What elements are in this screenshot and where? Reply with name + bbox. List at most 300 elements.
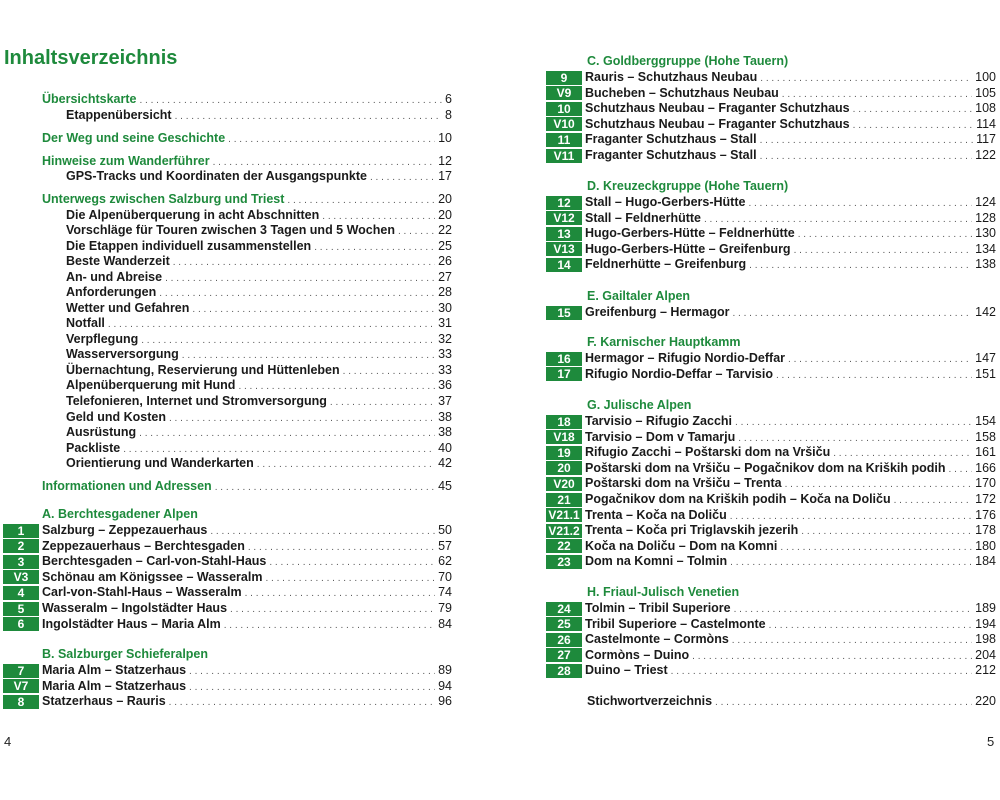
toc-entry-page: 33 xyxy=(438,347,452,361)
dot-leader xyxy=(798,227,972,242)
toc-entry-label: Die Alpenüberquerung in acht Abschnitten xyxy=(66,208,320,222)
toc-entry-label: Die Etappen individuell zusammenstellen xyxy=(66,239,312,253)
toc-entry-label: Maria Alm – Statzerhaus xyxy=(42,678,187,693)
toc-entry-page: 130 xyxy=(975,226,996,241)
toc-entry-label: Poštarski dom na Vršiču – Trenta xyxy=(585,476,782,491)
stage-badge: 9 xyxy=(546,71,582,85)
toc-entry-label: Ausrüstung xyxy=(66,425,137,439)
toc-entry-page: 220 xyxy=(975,694,996,708)
dot-leader xyxy=(173,255,435,270)
toc-entry-label: Unterwegs zwischen Salzburg und Triest xyxy=(42,192,285,206)
toc-entry-page: 28 xyxy=(438,285,452,299)
toc-chapter[interactable] xyxy=(42,154,452,169)
dot-leader xyxy=(343,364,435,379)
toc-entry-label: Telefonieren, Internet und Stromversorgung xyxy=(66,394,327,408)
dot-leader xyxy=(182,348,435,363)
dot-leader xyxy=(785,477,973,492)
toc-entry-page: 170 xyxy=(975,476,996,491)
toc-entry-page: 31 xyxy=(438,316,452,330)
stage-badge: V9 xyxy=(546,86,582,100)
toc-entry-label: Hinweise zum Wanderführer xyxy=(42,154,210,168)
toc-entry-page: 70 xyxy=(438,569,452,584)
toc-entry-page: 114 xyxy=(976,116,996,131)
dot-leader xyxy=(165,271,435,286)
dot-leader xyxy=(189,664,435,679)
toc-entry-label: Castelmonte – Cormòns xyxy=(585,632,729,647)
dot-leader xyxy=(224,618,435,633)
toc-subchapter[interactable] xyxy=(66,378,452,393)
toc-entry-label: Übersichtskarte xyxy=(42,92,137,106)
toc-subchapter[interactable] xyxy=(66,347,452,362)
toc-stage-entry[interactable] xyxy=(546,101,996,116)
toc-entry-page: 178 xyxy=(975,523,996,538)
toc-entry-page: 100 xyxy=(975,70,996,84)
toc-entry-page: 74 xyxy=(438,585,452,600)
toc-entry-label: Orientierung und Wanderkarten xyxy=(66,456,254,470)
dot-leader xyxy=(228,132,435,147)
toc-stage-entry[interactable] xyxy=(3,617,452,632)
toc-entry-page: 161 xyxy=(975,445,996,460)
toc-entry-page: 176 xyxy=(975,507,996,522)
dot-leader xyxy=(314,240,435,255)
toc-entry-label: Stichwortverzeichnis xyxy=(587,694,713,708)
toc-subchapter[interactable] xyxy=(66,169,452,184)
toc-stage-entry[interactable] xyxy=(3,663,452,678)
toc-chapter[interactable] xyxy=(42,479,452,494)
stage-badge: 13 xyxy=(546,227,582,241)
toc-entry-label: Anforderungen xyxy=(66,285,157,299)
toc-entry-page: 33 xyxy=(438,363,452,377)
toc-stage-entry[interactable] xyxy=(546,148,996,163)
toc-entry-page: 158 xyxy=(975,429,996,444)
toc-subchapter[interactable] xyxy=(66,285,452,300)
stage-badge: V7 xyxy=(3,679,39,693)
toc-entry-label: Stall – Hugo-Gerbers-Hütte xyxy=(585,195,746,209)
toc-stage-entry[interactable] xyxy=(3,679,452,694)
toc-stage-entry[interactable] xyxy=(546,117,996,132)
stage-badge: V21.1 xyxy=(546,508,582,522)
stage-badge: 20 xyxy=(546,461,582,475)
dot-leader xyxy=(257,457,435,472)
toc-stage-entry[interactable] xyxy=(546,539,996,554)
dot-leader xyxy=(788,352,972,367)
toc-entry-label: Stall – Feldnerhütte xyxy=(585,210,701,225)
toc-stage-entry[interactable] xyxy=(546,132,996,147)
toc-stage-entry[interactable] xyxy=(546,414,996,429)
toc-stage-entry[interactable] xyxy=(546,508,996,523)
toc-stage-entry[interactable] xyxy=(546,70,996,85)
dot-leader xyxy=(769,618,973,633)
stage-badge: V18 xyxy=(546,430,582,444)
dot-leader xyxy=(248,540,435,555)
stage-badge: V13 xyxy=(546,242,582,256)
toc-stage-entry[interactable] xyxy=(3,601,452,616)
toc-entry-label: Hermagor – Rifugio Nordio-Deffar xyxy=(585,351,786,365)
toc-stage-entry[interactable] xyxy=(3,585,452,600)
toc-entry-label: Feldnerhütte – Greifenburg xyxy=(585,257,747,272)
toc-entry-label: Schönau am Königssee – Wasseralm xyxy=(42,569,263,584)
toc-entry-page: 25 xyxy=(438,239,452,253)
dot-leader xyxy=(853,118,973,133)
toc-entry-label: Rauris – Schutzhaus Neubau xyxy=(585,70,758,84)
stage-badge: 19 xyxy=(546,446,582,460)
toc-subchapter[interactable] xyxy=(66,456,452,471)
toc-entry-page: 108 xyxy=(975,101,996,116)
toc-entry-label: An- und Abreise xyxy=(66,270,163,284)
toc-entry-page: 117 xyxy=(976,132,996,147)
toc-entry-page: 8 xyxy=(445,108,452,122)
toc-entry-page: 42 xyxy=(438,456,452,470)
dot-leader xyxy=(245,586,435,601)
toc-entry-page: 128 xyxy=(975,210,996,225)
dot-leader xyxy=(776,368,972,383)
dot-leader xyxy=(894,493,973,508)
toc-entry-page: 166 xyxy=(975,460,996,475)
dot-leader xyxy=(215,480,435,495)
toc-entry-page: 6 xyxy=(445,92,452,106)
toc-entry-page: 10 xyxy=(438,131,452,145)
stage-badge: 15 xyxy=(546,306,582,320)
dot-leader xyxy=(141,333,435,348)
toc-stage-entry[interactable] xyxy=(546,351,996,366)
toc-entry-label: Schutzhaus Neubau – Fraganter Schutzhaus xyxy=(585,101,850,116)
stage-badge: 6 xyxy=(3,617,39,631)
stage-badge: 5 xyxy=(3,602,39,616)
toc-entry-label: Der Weg und seine Geschichte xyxy=(42,131,226,145)
toc-entry-label: Rifugio Zacchi – Poštarski dom na Vršiču xyxy=(585,445,831,460)
toc-subchapter[interactable] xyxy=(66,316,452,331)
toc-entry-label: Packliste xyxy=(66,441,121,455)
page-number-left: 4 xyxy=(4,734,12,749)
dot-leader xyxy=(833,446,972,461)
stage-badge: V21.2 xyxy=(546,524,582,538)
dot-leader xyxy=(370,170,435,185)
toc-entry-page: 32 xyxy=(438,332,452,346)
toc-stage-entry[interactable] xyxy=(546,461,996,476)
toc-entry-page: 154 xyxy=(975,414,996,428)
toc-subchapter[interactable] xyxy=(66,441,452,456)
toc-entry-page: 84 xyxy=(438,616,452,631)
toc-entry-page: 50 xyxy=(438,523,452,537)
dot-leader xyxy=(238,379,435,394)
toc-entry-label: Übernachtung, Reservierung und Hüttenleben xyxy=(66,363,340,377)
toc-entry-page: 172 xyxy=(975,492,996,506)
dot-leader xyxy=(159,286,435,301)
toc-stage-entry[interactable] xyxy=(546,242,996,257)
toc-entry-label: Wasserversorgung xyxy=(66,347,179,361)
toc-entry-label: Trenta – Koča pri Triglavskih jezerih xyxy=(585,523,799,538)
dot-leader xyxy=(169,411,435,426)
section-heading: A. Berchtesgadener Alpen xyxy=(42,507,198,521)
dot-leader xyxy=(801,524,972,539)
toc-entry-label: Tarvisio – Dom v Tamarju xyxy=(585,429,736,444)
stage-badge: 10 xyxy=(546,102,582,116)
dot-leader xyxy=(749,258,972,273)
dot-leader xyxy=(732,633,972,648)
toc-entry-label: Alpenüberquerung mit Hund xyxy=(66,378,236,392)
toc-entry-label: Wasseralm – Ingolstädter Haus xyxy=(42,601,228,615)
dot-leader xyxy=(730,555,972,570)
dot-leader xyxy=(398,224,435,239)
dot-leader xyxy=(760,133,973,148)
toc-stage-entry[interactable] xyxy=(546,86,996,101)
toc-entry-page: 151 xyxy=(975,366,996,381)
toc-entry-page: 57 xyxy=(438,538,452,553)
toc-stage-entry[interactable] xyxy=(3,570,452,585)
stage-badge: 28 xyxy=(546,664,582,678)
stage-badge: 1 xyxy=(3,524,39,538)
toc-entry-page: 124 xyxy=(975,195,996,209)
toc-entry-label: Zeppezauerhaus – Berchtesgaden xyxy=(42,538,245,553)
toc-stage-entry[interactable] xyxy=(546,430,996,445)
section-heading: D. Kreuzeckgruppe (Hohe Tauern) xyxy=(587,179,789,193)
toc-entry-label: Beste Wanderzeit xyxy=(66,254,170,268)
toc-subchapter[interactable] xyxy=(66,239,452,254)
dot-leader xyxy=(175,109,442,124)
toc-entry-label: GPS-Tracks und Koordinaten der Ausgangspunkte xyxy=(66,169,367,183)
toc-entry-page: 36 xyxy=(438,378,452,392)
toc-entry-page: 17 xyxy=(438,169,452,183)
stage-badge: 26 xyxy=(546,633,582,647)
toc-entry-label: Bucheben – Schutzhaus Neubau xyxy=(585,85,779,100)
stage-badge: 16 xyxy=(546,352,582,366)
stage-badge: 14 xyxy=(546,258,582,272)
toc-subchapter[interactable] xyxy=(66,208,452,223)
toc-entry-label: Koča na Doliču – Dom na Komni xyxy=(585,538,778,553)
toc-entry-page: 189 xyxy=(975,601,996,615)
stage-badge: V3 xyxy=(3,570,39,584)
toc-index-entry[interactable] xyxy=(587,694,996,709)
toc-entry-page: 38 xyxy=(438,425,452,439)
toc-entry-label: Pogačnikov dom na Kriških podih – Koča na Doliču xyxy=(585,492,891,506)
toc-subchapter[interactable] xyxy=(66,301,452,316)
toc-entry-label: Tribil Superiore – Castelmonte xyxy=(585,616,766,631)
toc-entry-label: Carl-von-Stahl-Haus – Wasseralm xyxy=(42,585,242,600)
toc-entry-label: Duino – Triest xyxy=(585,663,668,678)
section-heading: H. Friaul-Julisch Venetien xyxy=(587,585,740,599)
stage-badge: 2 xyxy=(3,539,39,553)
toc-stage-entry[interactable] xyxy=(546,476,996,491)
toc-entry-label: Hugo-Gerbers-Hütte – Greifenburg xyxy=(585,241,791,256)
stage-badge: 23 xyxy=(546,555,582,569)
page-title: Inhaltsverzeichnis xyxy=(4,47,178,69)
toc-stage-entry[interactable] xyxy=(3,554,452,569)
toc-subchapter[interactable] xyxy=(66,363,452,378)
toc-entry-label: Fraganter Schutzhaus – Stall xyxy=(585,148,757,162)
toc-entry-page: 20 xyxy=(438,208,452,222)
stage-badge: 3 xyxy=(3,555,39,569)
toc-stage-entry[interactable] xyxy=(546,367,996,382)
toc-stage-entry[interactable] xyxy=(546,195,996,210)
toc-entry-label: Etappenübersicht xyxy=(66,108,172,122)
dot-leader xyxy=(732,306,972,321)
toc-entry-page: 134 xyxy=(975,241,996,256)
dot-leader xyxy=(853,102,973,117)
stage-badge: 8 xyxy=(3,695,39,709)
dot-leader xyxy=(730,509,972,524)
toc-chapter[interactable] xyxy=(42,92,452,107)
toc-entry-label: Vorschläge für Touren zwischen 3 Tagen und 5 Wochen xyxy=(66,223,395,237)
dot-leader xyxy=(265,571,435,586)
dot-leader xyxy=(734,602,973,617)
section-heading: C. Goldberggruppe (Hohe Tauern) xyxy=(587,54,789,68)
dot-leader xyxy=(738,431,972,446)
stage-badge: 25 xyxy=(546,617,582,631)
toc-entry-label: Trenta – Koča na Doliču xyxy=(585,507,727,522)
toc-entry-page: 122 xyxy=(975,148,996,162)
toc-entry-page: 26 xyxy=(438,254,452,268)
dot-leader xyxy=(189,680,435,695)
toc-entry-page: 37 xyxy=(438,394,452,408)
toc-entry-page: 204 xyxy=(975,647,996,662)
toc-stage-entry[interactable] xyxy=(546,445,996,460)
toc-stage-entry[interactable] xyxy=(546,663,996,678)
stage-badge: V12 xyxy=(546,211,582,225)
toc-entry-label: Verpflegung xyxy=(66,332,139,346)
toc-stage-entry[interactable] xyxy=(546,211,996,226)
toc-subchapter[interactable] xyxy=(66,270,452,285)
toc-entry-page: 138 xyxy=(975,257,996,272)
dot-leader xyxy=(269,555,435,570)
dot-leader xyxy=(330,395,435,410)
toc-entry-page: 194 xyxy=(975,616,996,631)
toc-stage-entry[interactable] xyxy=(546,648,996,663)
toc-entry-label: Statzerhaus – Rauris xyxy=(42,694,166,709)
toc-entry-label: Cormòns – Duino xyxy=(585,647,690,662)
toc-entry-page: 96 xyxy=(438,694,452,709)
toc-stage-entry[interactable] xyxy=(3,539,452,554)
dot-leader xyxy=(704,212,972,227)
toc-entry-page: 30 xyxy=(438,301,452,315)
toc-subchapter[interactable] xyxy=(66,254,452,269)
stage-badge: 27 xyxy=(546,648,582,662)
toc-subchapter[interactable] xyxy=(66,394,452,409)
toc-entry-page: 12 xyxy=(438,154,452,168)
stage-badge: V11 xyxy=(546,149,582,163)
dot-leader xyxy=(735,415,972,430)
toc-stage-entry[interactable] xyxy=(546,257,996,272)
toc-entry-page: 105 xyxy=(975,85,996,100)
stage-badge: V20 xyxy=(546,477,582,491)
toc-entry-label: Hugo-Gerbers-Hütte – Feldnerhütte xyxy=(585,226,795,241)
toc-entry-page: 212 xyxy=(975,663,996,678)
dot-leader xyxy=(748,196,972,211)
toc-subchapter[interactable] xyxy=(66,223,452,238)
toc-subchapter[interactable] xyxy=(66,332,452,347)
toc-chapter[interactable] xyxy=(42,131,452,146)
toc-stage-entry[interactable] xyxy=(546,632,996,647)
dot-leader xyxy=(794,243,973,258)
toc-entry-label: Wetter und Gefahren xyxy=(66,301,190,315)
dot-leader xyxy=(760,71,972,86)
toc-entry-label: Greifenburg – Hermagor xyxy=(585,305,730,319)
dot-leader xyxy=(123,442,435,457)
dot-leader xyxy=(139,426,435,441)
stage-badge: 7 xyxy=(3,664,39,678)
toc-entry-page: 45 xyxy=(438,479,452,493)
toc-stage-entry[interactable] xyxy=(546,601,996,616)
stage-badge: 12 xyxy=(546,196,582,210)
dot-leader xyxy=(692,649,972,664)
dot-leader xyxy=(192,302,435,317)
toc-entry-page: 94 xyxy=(438,678,452,693)
toc-entry-page: 198 xyxy=(975,632,996,647)
toc-stage-entry[interactable] xyxy=(546,492,996,507)
section-heading: B. Salzburger Schieferalpen xyxy=(42,647,209,661)
toc-stage-entry[interactable] xyxy=(546,617,996,632)
stage-badge: 17 xyxy=(546,367,582,381)
toc-entry-page: 180 xyxy=(975,538,996,553)
toc-stage-entry[interactable] xyxy=(546,305,996,320)
toc-entry-page: 22 xyxy=(438,223,452,237)
stage-badge: 22 xyxy=(546,539,582,553)
dot-leader xyxy=(287,193,435,208)
dot-leader xyxy=(715,695,972,710)
dot-leader xyxy=(169,695,435,710)
toc-entry-label: Poštarski dom na Vršiču – Pogačnikov dom na Kriških podih xyxy=(585,460,946,475)
toc-stage-entry[interactable] xyxy=(3,523,452,538)
toc-entry-label: Geld und Kosten xyxy=(66,410,166,424)
toc-entry-page: 20 xyxy=(438,192,452,206)
toc-entry-page: 184 xyxy=(975,554,996,569)
toc-entry-label: Rifugio Nordio-Deffar – Tarvisio xyxy=(585,366,773,381)
section-heading: F. Karnischer Hauptkamm xyxy=(587,335,741,349)
stage-badge: V10 xyxy=(546,117,582,131)
toc-stage-entry[interactable] xyxy=(546,226,996,241)
toc-entry-page: 62 xyxy=(438,554,452,569)
toc-entry-page: 79 xyxy=(438,601,452,615)
stage-badge: 24 xyxy=(546,602,582,616)
toc-subchapter[interactable] xyxy=(66,108,452,123)
section-heading: G. Julische Alpen xyxy=(587,398,692,412)
dot-leader xyxy=(140,93,443,108)
toc-entry-page: 147 xyxy=(975,351,996,365)
stage-badge: 4 xyxy=(3,586,39,600)
toc-entry-label: Ingolstädter Haus – Maria Alm xyxy=(42,616,221,631)
toc-entry-label: Maria Alm – Statzerhaus xyxy=(42,663,187,677)
toc-subchapter[interactable] xyxy=(66,410,452,425)
stage-badge: 18 xyxy=(546,415,582,429)
dot-leader xyxy=(210,524,435,539)
toc-entry-label: Tolmin – Tribil Superiore xyxy=(585,601,731,615)
toc-stage-entry[interactable] xyxy=(546,554,996,569)
section-heading: E. Gailtaler Alpen xyxy=(587,289,691,303)
dot-leader xyxy=(108,317,435,332)
toc-entry-label: Berchtesgaden – Carl-von-Stahl-Haus xyxy=(42,554,267,569)
toc-chapter[interactable] xyxy=(42,192,452,207)
toc-entry-page: 40 xyxy=(438,441,452,455)
toc-subchapter[interactable] xyxy=(66,425,452,440)
dot-leader xyxy=(322,209,435,224)
dot-leader xyxy=(780,540,972,555)
dot-leader xyxy=(213,155,435,170)
dot-leader xyxy=(949,462,973,477)
toc-entry-page: 89 xyxy=(438,663,452,677)
toc-entry-label: Salzburg – Zeppezauerhaus xyxy=(42,523,208,537)
toc-entry-page: 38 xyxy=(438,410,452,424)
dot-leader xyxy=(760,149,973,164)
toc-entry-label: Dom na Komni – Tolmin xyxy=(585,554,728,569)
toc-entry-page: 142 xyxy=(975,305,996,319)
toc-entry-page: 27 xyxy=(438,270,452,284)
toc-stage-entry[interactable] xyxy=(546,523,996,538)
toc-stage-entry[interactable] xyxy=(3,694,452,709)
toc-entry-label: Tarvisio – Rifugio Zacchi xyxy=(585,414,733,428)
dot-leader xyxy=(230,602,435,617)
toc-entry-label: Fraganter Schutzhaus – Stall xyxy=(585,132,757,147)
dot-leader xyxy=(671,664,972,679)
toc-entry-label: Notfall xyxy=(66,316,105,330)
